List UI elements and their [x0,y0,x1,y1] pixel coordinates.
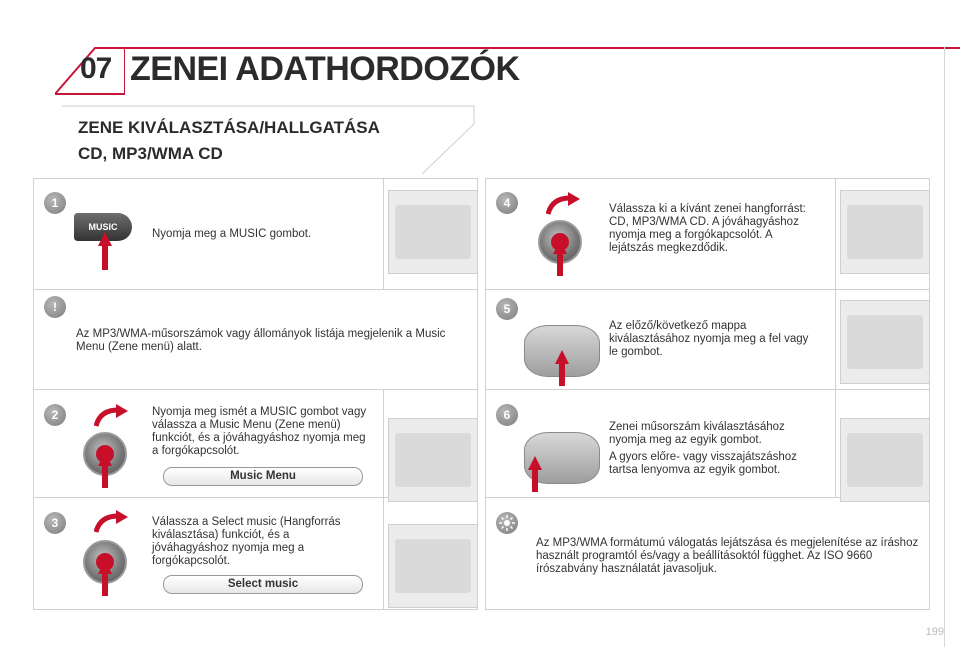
step-badge-3: 3 [44,512,66,534]
step-badge-5: 5 [496,298,518,320]
section-subtitle: CD, MP3/WMA CD [78,144,223,163]
radio-unit-image [840,190,930,274]
step-4-text: Válassza ki a kívánt zenei hangforrást: CD, MP3/WMA CD. A jóváhagyáshoz nyomja meg a forgókapcsolót. A lejátszás megkezdődik. [609,203,806,254]
step-badge-2: 2 [44,404,66,426]
press-arrow-icon [98,452,112,488]
rotate-arrow-icon [94,510,128,534]
divider [486,289,929,290]
radio-unit-image [388,418,478,502]
divider [383,389,384,609]
select-music-label: Select music [163,575,363,594]
rotate-arrow-icon [94,404,128,428]
chapter-number: 07 [80,52,112,85]
tip-text: Az MP3/WMA formátumú válogatás lejátszása és megjelenítése az íráshoz használt programtól és/vagy a beállításoktól függhet. Az ISO 9660 írószabvány használatát javasoljuk. [536,537,919,575]
warning-text: Az MP3/WMA-műsorszámok vagy állományok listája megjelenik a Music Menu (Zene menü) alatt. [76,328,446,353]
press-arrow-icon [553,240,567,276]
divider [34,389,477,390]
step-6-text-2: A gyors előre- vagy visszajátszáshoz tartsa lenyomva az egyik gombot. [609,451,797,476]
press-arrow-icon [98,232,112,270]
divider [835,179,836,497]
warning-icon: ! [44,296,66,318]
divider [486,389,929,390]
step-1-text: Nyomja meg a MUSIC gombot. [152,228,312,240]
divider [383,179,384,289]
step-5-text: Az előző/következő mappa kiválasztásához nyomja meg a fel vagy le gombot. [609,320,809,358]
radio-unit-image [840,418,930,502]
step-badge-6: 6 [496,404,518,426]
step-2-text: Nyomja meg ismét a MUSIC gombot vagy válassza a Music Menu (Zene menü) funkciót, és a jóváhagyáshoz nyomja meg a forgókapcsolót. [152,406,367,457]
page-title: ZENEI ADATHORDOZÓK [130,50,520,88]
section-title-frame [62,104,477,176]
radio-unit-image [840,300,930,384]
tip-icon [496,512,518,534]
radio-unit-image [388,524,478,608]
music-button[interactable]: MUSIC [74,213,132,241]
music-menu-label: Music Menu [163,467,363,486]
section-title: ZENE KIVÁLASZTÁSA/HALLGATÁSA [78,118,380,137]
step-badge-4: 4 [496,192,518,214]
page-edge-rule [944,47,945,647]
step-badge-1: 1 [44,192,66,214]
page-number: 199 [925,626,944,638]
rotate-arrow-icon [546,192,580,216]
press-arrow-icon [555,350,569,386]
press-arrow-icon [528,456,542,492]
divider [34,289,477,290]
step-3-text: Válassza a Select music (Hangforrás kiválasztása) funkciót, és a jóváhagyáshoz nyomja meg a forgókapcsolót. [152,516,341,567]
step-6-text: Zenei műsorszám kiválasztásához nyomja meg az egyik gombot. [609,421,785,446]
press-arrow-icon [98,560,112,596]
radio-unit-image [388,190,478,274]
header-rule [115,47,960,49]
